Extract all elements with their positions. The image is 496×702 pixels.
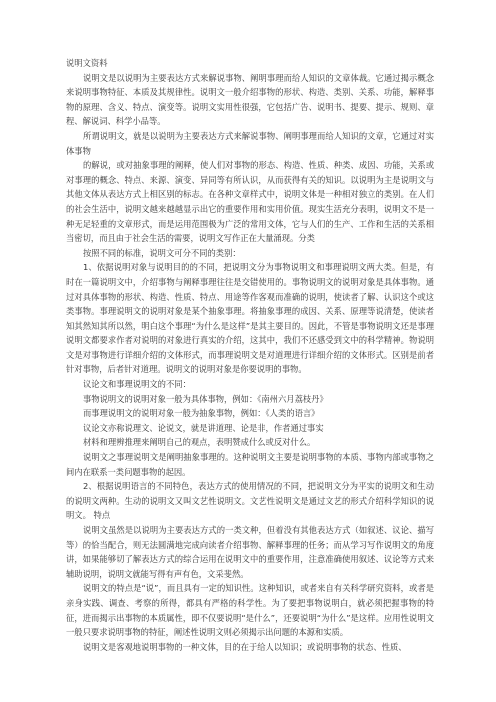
document-title: 说明文资料 [66, 58, 108, 68]
paragraph: 按照不同的标准，说明文可分不同的类别： [83, 247, 241, 258]
paragraph: 材料和理辨推理来阐明自己的观点，表明赞成什么或反对什么。 [83, 437, 316, 448]
paragraph: 所谓说明文，就是以说明为主要表达方式来解说事物、阐明事理而给人知识的文章，它通过对实体事物 [66, 130, 434, 156]
paragraph: 的解说，或对抽象事理的阐释，使人们对事物的形态、构造、性质、种类、成因、功能，关系或对事理的概念、特点、来源、演变、异同等有所认识，从而获得有关的知识。以说明为主是说明文与其他文体从表达方式上相区别的标志。在各种文章样式中，说明文体是一种相对独立的类别。在人们的社会生活中，说明文越来越越显示出它的重要作用和实用价值。现实生活充分表明，说明文不是一种无足轻重的文章形式，而是运用范围极为广泛的常用文体，它与人们的生产、工作和生活的关系相当密切，而且由于社会生活的需要，说明文写作正在大量涌现。分类 [66, 160, 434, 244]
paragraph: 2、根据说明语言的不同特色，表达方式的使用情况的不同，把说明文分为平实的说明文和生动的说明文两种。生动的说明文又叫文艺性说明文。文艺性说明文是通过文艺的形式介绍科学知识的说明文。 特点 [66, 481, 434, 521]
paragraph: 1、依据说明对象与说明目的的不同，把说明文分为事物说明文和事理说明文两大类。但是，有时在一篇说明文中，介绍事物与阐释事理往往是交错使用的。事物说明文的说明对象是具体事物。通过对具体事物的形状、构造、性质、特点、用途等作客观而准确的说明，使读者了解、认识这个或这类事物。事理说明文的说明对象是某个抽象事理。将抽象事理的成因、关系、原理等说清楚，使读者知其然知其所以然，明白这个事理“为什么是这样”是其主要目的。因此，不管是事物说明文还是事理说明文都要求作者对说明的对象进行真实的介绍，这其中，我们不还感受到文中的科学精神。物说明文是对事物进行详细介绍的文体形式，而事理说明文是对道理进行详细介绍的文体形式。区别是前者针对事物，后者针对道理。说明文的说明对象是你要说明的事物。 [66, 262, 434, 375]
paragraph: 议论文亦称说理文、论说文，就是讲道理、论是非，作者通过事实 [83, 422, 324, 433]
paragraph: 议论文和事理说明文的不同： [83, 379, 191, 390]
paragraph: 说明文的特点是“说”，而且具有一定的知识性。这种知识，或者来自有关科学研究资料，或者是亲身实践、调查、考察的所得，都具有严格的科学性。为了要把事物说明白，就必须把握事物的特征，进而揭示出事物的本质属性，即不仅要说明“是什么”，还要说明“为什么”是这样。应用性说明文一般只要求说明事物的特征，阐述性说明文则必须揭示出问题的本源和实质。 [66, 583, 434, 638]
paragraph: 事物说明文的说明对象一般为具体事物，例如：《南州六月荔枝丹》 [83, 393, 328, 404]
paragraph: 说明文虽然是以说明为主要表达方式的一类文种，但着没有其他表达方式（如叙述、议论、描写等）的恰当配合，则无法圆满地完成向读者介绍事物、解释事理的任务；而从学习写作说明文的角度讲，如果能够切了解表达方式的综合运用在说明文中的重要作用，注意准确使用叙述、议论等方式来辅助说明，说明文就能写得有声有色，文采斐然。 [66, 525, 434, 579]
paragraph: 而事理说明文的说明对象一般为抽象事物，例如：《人类的语言》 [83, 408, 320, 419]
paragraph: 说明文之事理说明文是阐明抽象事理的。这种说明文主要是说明事物的本质、事物内部或事物之间内在联系一类问题事物的起因。 [66, 452, 434, 477]
paragraph: 说明文是客观地说明事物的一种文体，目的在于给人以知识；或说明事物的状态、性质、 [83, 641, 407, 652]
paragraph: 说明文是以说明为主要表达方式来解说事物、阐明事理而给人知识的文章体裁。它通过揭示概念来说明事物特征、本质及其规律性。说明文一般介绍事物的形状、构造、类别、关系、功能，解释事物的原理、含义、特点、演变等。说明文实用性很强，它包括广告、说明书、提要、提示、规则、章程、解说词、科学小品等。 [66, 72, 434, 127]
document-page [66, 56, 434, 654]
